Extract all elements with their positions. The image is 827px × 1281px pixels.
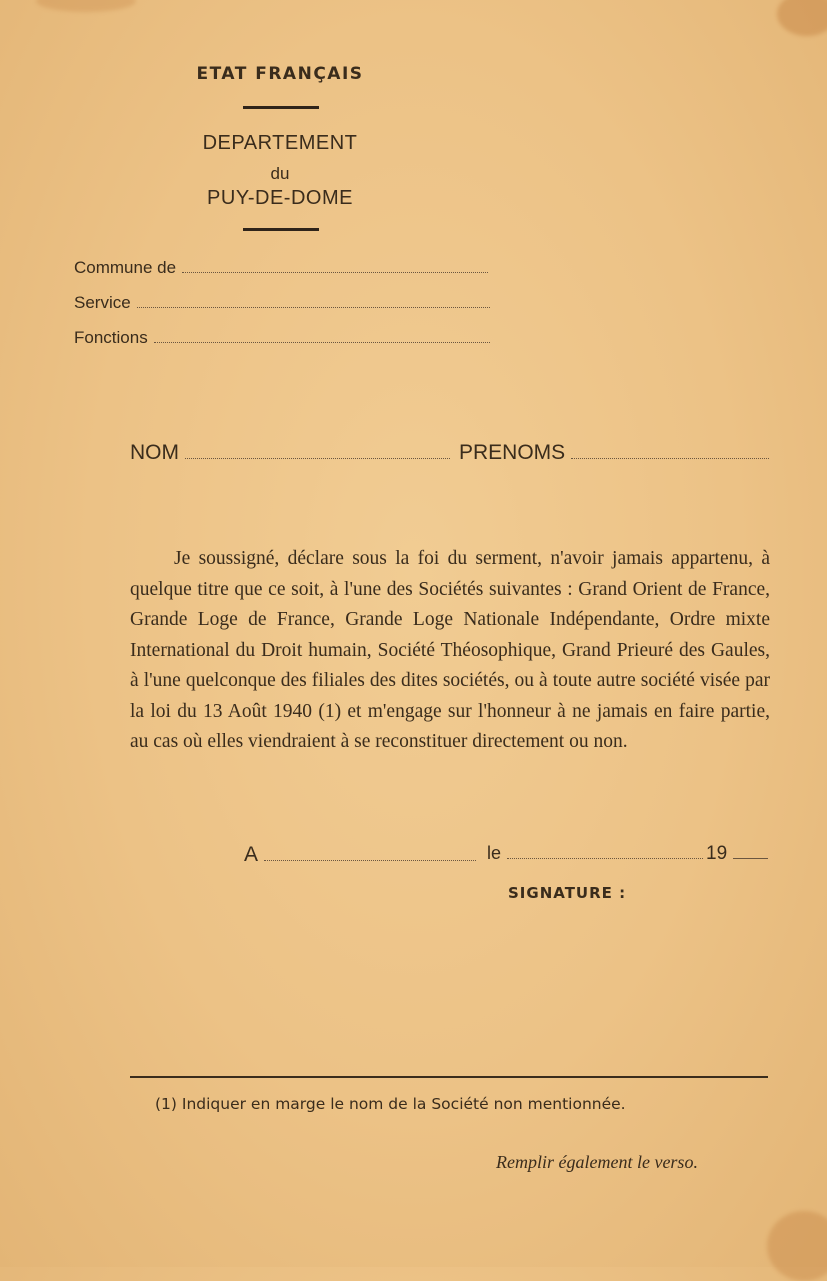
date-label: le [487,843,502,863]
department-label: DEPARTEMENT [202,132,358,154]
date-fill-line[interactable] [507,857,703,859]
nom-field[interactable] [130,441,450,465]
corner-stain-bottom-right [767,1211,827,1281]
year-prefix: 19 [706,843,728,864]
declaration-paragraph: Je soussigné, déclare sous la foi du serment, n'avoir jamais appartenu, à quelque titre que ce soit, à l'une des Sociétés suivantes : Grand Orient de France, Grande Loge de France, Grande Loge Nationale Indépendante, Ordre mixte International du Droit humain, Société Théosophique, Grand Prieuré des Gaules, à l'une quelconque des filiales des dites sociétés, ou à toute autre société visée par la loi du 13 Août 1940 (1) et m'engage sur l'honneur à ne jamais en faire partie, au cas où elles viendraient à se reconstituer directement ou non. [130,548,770,752]
fonctions-field[interactable] [74,328,490,348]
fonctions-label: Fonctions [74,328,148,347]
year-fill-line[interactable] [733,857,768,859]
header-divider-2 [243,228,319,231]
footnote: (1) Indiquer en marge le nom de la Société non mentionnée. [155,1095,626,1113]
year-field[interactable] [706,843,768,865]
place-label: A [244,843,259,866]
service-fill-line[interactable] [137,306,490,308]
nom-label: NOM [130,441,179,464]
corner-stain-top-left [36,0,136,12]
corner-stain-top-right [777,0,827,36]
nom-fill-line[interactable] [185,457,450,459]
department-name: PUY-DE-DOME [207,187,353,209]
service-field[interactable] [74,293,490,313]
prenoms-fill-line[interactable] [571,457,769,459]
service-label: Service [74,293,131,312]
commune-label: Commune de [74,258,177,277]
commune-field[interactable] [74,258,488,278]
commune-fill-line[interactable] [182,271,488,273]
date-field[interactable] [487,843,703,864]
state-heading: ETAT FRANÇAIS [196,64,364,84]
prenoms-label: PRENOMS [459,441,566,464]
signature-label: SIGNATURE : [508,884,627,902]
department-du: du [270,164,290,183]
verso-instruction: Remplir également le verso. [496,1152,698,1172]
place-fill-line[interactable] [264,859,476,861]
fonctions-fill-line[interactable] [154,341,490,343]
place-field[interactable] [244,843,476,867]
header-divider-1 [243,106,319,109]
prenoms-field[interactable] [459,441,769,465]
footnote-divider [130,1076,768,1078]
